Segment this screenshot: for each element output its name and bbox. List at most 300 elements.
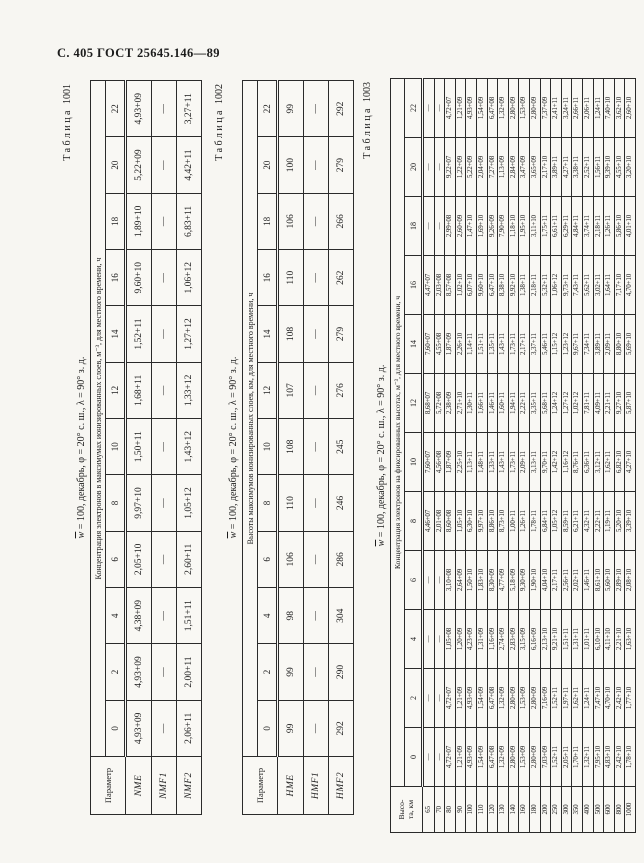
table-cell: 1,06+12 (177, 250, 202, 306)
table-cell: 8,76+11 (572, 433, 583, 492)
table-cell: 1,24+11 (582, 669, 593, 728)
table-cell: 4,38+09 (126, 588, 152, 644)
table-cell: — (152, 306, 177, 362)
row-header: 1000 (625, 787, 636, 833)
table-cell: — (434, 79, 445, 138)
time-column-header: 0 (258, 700, 278, 756)
table-cell: — (304, 250, 329, 306)
table-cell: 6,36+11 (582, 433, 593, 492)
table-cell: 1,52+11 (126, 306, 152, 362)
table-cell: 1,94+11 (508, 374, 519, 433)
table-cell: — (423, 728, 435, 787)
table-cell: 4,72+07 (445, 79, 456, 138)
table-cell: 1,43+12 (177, 419, 202, 475)
table-cell: 7,27+08 (487, 138, 498, 197)
table-cell: 1,52+11 (551, 728, 562, 787)
table-cell: 6,07+10 (466, 256, 477, 315)
table-cell: — (423, 79, 435, 138)
table-cell: 5,62+11 (582, 256, 593, 315)
table-cell: 6,47+10 (487, 256, 498, 315)
table-row (625, 79, 636, 833)
table-cell: 2,06+11 (177, 700, 202, 756)
table-row (614, 79, 625, 833)
row-header: HMF1 (304, 757, 329, 815)
table-cell: 9,97+10 (476, 492, 487, 551)
table-cell: 1,64+11 (604, 256, 615, 315)
table-cell: 2,04+09 (476, 138, 487, 197)
table-cell: 1,89+10 (126, 193, 152, 249)
table-cell: — (304, 475, 329, 531)
table-cell: 1,69+10 (476, 197, 487, 256)
table-cell: 1,51+11 (476, 315, 487, 374)
table-cell: 1,02+10 (455, 256, 466, 315)
table-cell: 4,84+11 (572, 197, 583, 256)
table-cell: 3,13+11 (529, 433, 540, 492)
table-cell: 1,50+11 (126, 419, 152, 475)
table-cell: 1,05+12 (551, 492, 562, 551)
table-cell: 106 (278, 531, 304, 587)
table-cell: 4,93+09 (466, 728, 477, 787)
table-row (529, 79, 540, 833)
table-cell: 8,57+08 (445, 256, 456, 315)
table-cell: 5,86+10 (614, 197, 625, 256)
time-column-header: 22 (258, 81, 278, 137)
row-header: 500 (593, 787, 604, 833)
table-cell: 3,24+11 (561, 79, 572, 138)
table-cell: 1,21+09 (455, 79, 466, 138)
time-column-header: 14 (258, 306, 278, 362)
time-column-header: 14 (405, 315, 423, 374)
table-cell: 1,87+09 (445, 315, 456, 374)
table-cell: — (152, 419, 177, 475)
table-cell: 1,02+12 (572, 374, 583, 433)
time-column-header: 18 (405, 197, 423, 256)
table-cell: 304 (329, 588, 354, 644)
table-cell: 9,97+10 (126, 475, 152, 531)
table-cell: 2,64+09 (455, 551, 466, 610)
table-cell: 3,74+11 (582, 197, 593, 256)
table-cell: 2,05+11 (561, 728, 572, 787)
table-cell: 2,17+11 (551, 551, 562, 610)
conditions-text: = 100, декабрь, φ = 20° с. ш., λ = 90° з. д. (228, 356, 239, 532)
table-cell: 292 (329, 700, 354, 756)
table-cell: — (152, 81, 177, 137)
table-cell: 3,20+10 (625, 138, 636, 197)
table-cell: 3,89+11 (593, 315, 604, 374)
table-cell: 1,52+11 (551, 669, 562, 728)
table-cell: 6,47+08 (487, 728, 498, 787)
table-cell: 4,93+09 (466, 669, 477, 728)
table-cell: 3,39+10 (625, 492, 636, 551)
param-column-header: Высо- та, км (391, 787, 423, 833)
table-cell: 1,43+11 (498, 315, 509, 374)
table-cell: 7,40+10 (604, 79, 615, 138)
table-row (434, 79, 445, 833)
table-cell: — (304, 588, 329, 644)
table-cell: 6,10+10 (593, 610, 604, 669)
table-cell: — (152, 588, 177, 644)
table-cell: — (152, 475, 177, 531)
table-cell: 3,02+11 (593, 256, 604, 315)
table-cell: 2,60+09 (455, 197, 466, 256)
table-cell: 1,77+10 (625, 669, 636, 728)
table-cell: 2,21+11 (604, 374, 615, 433)
solar-index-symbol: $\overline{w}$ (228, 531, 239, 539)
table-cell: 4,72+07 (445, 669, 456, 728)
time-column-header: 4 (106, 588, 126, 644)
table-cell: — (304, 362, 329, 418)
table-cell: 98 (278, 588, 304, 644)
table-cell: 5,46+11 (540, 315, 551, 374)
conditions-text: = 100, декабрь, φ = 20° с. ш., λ = 90° з. д. (76, 356, 87, 532)
table-cell: 100 (278, 137, 304, 193)
table-row (582, 79, 593, 833)
table-cell: 4,93+09 (126, 644, 152, 700)
table-row (604, 79, 615, 833)
time-column-header: 16 (405, 256, 423, 315)
table-cell: 8,38+10 (498, 256, 509, 315)
time-column-header: 18 (258, 193, 278, 249)
table-cell: 1,50+10 (466, 551, 477, 610)
table-cell: 3,15+09 (519, 610, 530, 669)
table-cell: 7,03+09 (540, 728, 551, 787)
table-cell: — (152, 250, 177, 306)
table-cell: 110 (278, 475, 304, 531)
table-cell: — (434, 197, 445, 256)
table-cell: 6,47+08 (487, 79, 498, 138)
table-cell: 8,73+10 (498, 492, 509, 551)
table-cell: 2,26+10 (455, 315, 466, 374)
table-cell: 2,80+09 (508, 669, 519, 728)
table-cell: 1,16+12 (561, 433, 572, 492)
time-column-header: 22 (405, 79, 423, 138)
table-row (519, 79, 530, 833)
table-cell: 5,60+10 (604, 551, 615, 610)
table-cell: — (152, 193, 177, 249)
table-cell: 1,24+12 (551, 374, 562, 433)
page-header: С. 405 ГОСТ 25645.146—89 (57, 46, 220, 60)
time-column-header: 4 (258, 588, 278, 644)
table-cell: 99 (278, 700, 304, 756)
time-column-header: 18 (106, 193, 126, 249)
table-cell: 2,18+11 (593, 197, 604, 256)
table-1002-conditions (227, 80, 242, 815)
table-cell: 2,17+10 (540, 138, 551, 197)
table-cell: 1,26+11 (519, 492, 530, 551)
table-cell: 1,05+12 (177, 475, 202, 531)
time-column-header: 8 (106, 475, 126, 531)
table-cell: 6,47+08 (487, 669, 498, 728)
table-cell: 262 (329, 250, 354, 306)
table-cell: 1,83+10 (476, 551, 487, 610)
table-cell: 9,27+10 (614, 374, 625, 433)
table-cell: 2,60+11 (177, 531, 202, 587)
table-cell: 1,31+11 (572, 610, 583, 669)
time-column-header: 12 (106, 362, 126, 418)
table-cell: 266 (329, 193, 354, 249)
table-cell: 9,70+11 (540, 433, 551, 492)
table-cell: 4,55+10 (614, 138, 625, 197)
table-cell: 2,66+11 (572, 79, 583, 138)
table-cell: 9,30+09 (519, 551, 530, 610)
table-cell: 9,60+10 (476, 256, 487, 315)
time-column-header: 16 (258, 250, 278, 306)
table-cell: 1,95+10 (519, 197, 530, 256)
table-cell: 4,83+10 (604, 728, 615, 787)
table-row (593, 79, 604, 833)
time-column-header: 20 (258, 137, 278, 193)
param-column-header: Параметр (91, 757, 126, 815)
table-cell: 3,89+11 (551, 138, 562, 197)
param-column-header: Параметр (243, 757, 278, 815)
table-cell: 1,53+09 (519, 669, 530, 728)
table-cell: — (304, 419, 329, 475)
table-cell: 2,09+11 (519, 433, 530, 492)
table-cell: 4,93+09 (126, 81, 152, 137)
table-1003-caption (360, 78, 375, 833)
table-cell: 4,09+11 (593, 374, 604, 433)
table-cell: 1,60+11 (498, 374, 509, 433)
table-cell: 2,71+10 (455, 374, 466, 433)
table-cell: 5,72+08 (434, 374, 445, 433)
table-cell: 6,84+11 (540, 492, 551, 551)
table-cell: 5,68+11 (540, 374, 551, 433)
table-cell: 1,46+11 (487, 374, 498, 433)
table-cell: 1,42+12 (551, 433, 562, 492)
table-cell: 2,22+11 (519, 374, 530, 433)
row-header: 130 (498, 787, 509, 833)
table-1001-conditions (75, 80, 90, 815)
table-cell: 1,05+08 (445, 610, 456, 669)
table-cell: 6,29+11 (561, 197, 572, 256)
table-cell: 1,13+11 (466, 433, 477, 492)
table-cell: — (304, 193, 329, 249)
table-cell: 7,43+11 (572, 256, 583, 315)
time-column-header: 6 (258, 531, 278, 587)
table-cell: 290 (329, 644, 354, 700)
table-cell: 6,16+09 (529, 610, 540, 669)
table-cell: 2,41+11 (551, 79, 562, 138)
table-cell: 1,54+09 (476, 79, 487, 138)
row-header: HMF2 (329, 757, 354, 815)
table-row (126, 81, 152, 815)
table-cell: 3,12+11 (593, 433, 604, 492)
row-header: NMF1 (152, 757, 177, 815)
table-cell: — (423, 610, 435, 669)
table-cell: 1,47+10 (466, 197, 477, 256)
row-header: HME (278, 757, 304, 815)
table-cell: 6,83+11 (177, 193, 202, 249)
table-cell: 4,11+10 (604, 610, 615, 669)
time-column-header: 20 (405, 138, 423, 197)
table-cell: 9,26+09 (487, 197, 498, 256)
table-cell: 7,16+09 (540, 669, 551, 728)
table-cell: 5,22+09 (466, 138, 477, 197)
table-cell: 1,23+12 (561, 315, 572, 374)
table-cell: 1,18+10 (508, 197, 519, 256)
table-row (498, 79, 509, 833)
table-cell: 276 (329, 362, 354, 418)
table-cell: 9,21+10 (551, 610, 562, 669)
table-row (329, 81, 354, 815)
table-cell: 1,21+09 (455, 669, 466, 728)
table-cell: 4,70+10 (604, 669, 615, 728)
time-column-header: 22 (106, 81, 126, 137)
row-header: 140 (508, 787, 519, 833)
table-cell: 4,93+09 (126, 700, 152, 756)
table-cell: — (152, 362, 177, 418)
table-cell: 4,27+11 (561, 138, 572, 197)
row-header: 250 (551, 787, 562, 833)
row-header: 300 (561, 787, 572, 833)
table-cell: 3,35+11 (529, 374, 540, 433)
table-cell: 5,87+10 (625, 374, 636, 433)
table-cell: 1,90+10 (529, 551, 540, 610)
table-cell: 4,32+11 (582, 492, 593, 551)
table-cell: 8,80+10 (614, 315, 625, 374)
table-cell: 2,60+10 (625, 79, 636, 138)
solar-index-symbol: $\overline{w}$ (76, 531, 87, 539)
table-cell: — (423, 669, 435, 728)
quantity-header: Высоты максимумов ионизированных слоев, км, для местного времени, ч (243, 81, 258, 757)
table-cell: 2,80+09 (529, 728, 540, 787)
table-cell: 1,54+09 (476, 728, 487, 787)
table-cell: 1,24+11 (593, 79, 604, 138)
table-cell: 4,46+07 (423, 492, 435, 551)
table-cell: — (152, 531, 177, 587)
table-cell: 2,99+08 (445, 197, 456, 256)
table-cell: — (423, 138, 435, 197)
table-row (508, 79, 519, 833)
time-column-header: 0 (405, 728, 423, 787)
table-cell: 7,60+07 (423, 433, 435, 492)
table-cell: 2,38+09 (445, 374, 456, 433)
table-1002-block (212, 80, 354, 815)
table-cell: 2,13+10 (540, 610, 551, 669)
table-cell: 3,65+09 (529, 138, 540, 197)
table-cell: 3,27+11 (177, 81, 202, 137)
row-header: 350 (572, 787, 583, 833)
table-cell: 8,61+10 (593, 551, 604, 610)
table-caption-word: Таблица (214, 108, 225, 161)
table-cell: 5,69+10 (625, 315, 636, 374)
table-cell: 1,30+11 (466, 374, 477, 433)
time-column-header: 8 (405, 492, 423, 551)
time-column-header: 16 (106, 250, 126, 306)
table-row (445, 79, 456, 833)
time-column-header: 6 (405, 551, 423, 610)
table-row (304, 81, 329, 815)
time-column-header: 2 (106, 644, 126, 700)
table-cell: 9,73+11 (561, 256, 572, 315)
table-cell: 1,43+11 (498, 433, 509, 492)
conditions-text: = 100, декабрь, φ = 20° с. ш., λ = 90° з. д. (376, 364, 387, 540)
table-cell: 7,37+09 (540, 79, 551, 138)
table-cell: 2,01+08 (434, 492, 445, 551)
row-header: 180 (529, 787, 540, 833)
table-1003 (390, 78, 636, 833)
table-cell: 108 (278, 419, 304, 475)
time-column-header: 20 (106, 137, 126, 193)
table-cell: 2,80+09 (529, 669, 540, 728)
row-header: 65 (423, 787, 435, 833)
table-cell: 2,80+09 (508, 728, 519, 787)
table-caption-number: 1001 (62, 84, 73, 104)
table-cell: 279 (329, 137, 354, 193)
time-column-header: 10 (405, 433, 423, 492)
table-cell: 1,62+11 (604, 433, 615, 492)
table-cell: 7,17+10 (614, 256, 625, 315)
table-caption-number: 1002 (214, 84, 225, 104)
table-cell: 6,21+11 (572, 492, 583, 551)
table-cell: 2,08+10 (625, 551, 636, 610)
table-cell: 1,54+09 (476, 669, 487, 728)
table-cell: 8,60+08 (445, 492, 456, 551)
table-cell: 1,14+11 (466, 315, 477, 374)
table-cell: 2,80+09 (529, 79, 540, 138)
table-cell: 7,60+07 (423, 315, 435, 374)
table-cell: 3,11+10 (529, 197, 540, 256)
table-cell: 99 (278, 644, 304, 700)
table-cell: 1,05+10 (455, 492, 466, 551)
table-cell: 2,83+09 (508, 610, 519, 669)
table-cell: 1,32+09 (498, 79, 509, 138)
table-cell: 1,78+11 (529, 492, 540, 551)
table-cell: 1,53+09 (519, 79, 530, 138)
row-header: 200 (540, 787, 551, 833)
table-cell: — (304, 644, 329, 700)
table-cell: 1,66+11 (476, 374, 487, 433)
table-cell: 4,77+09 (498, 551, 509, 610)
table-cell: 1,78+10 (625, 728, 636, 787)
table-cell: 246 (329, 475, 354, 531)
table-cell: 279 (329, 306, 354, 362)
table-cell: 1,53+09 (519, 728, 530, 787)
table-cell: 6,82+10 (614, 433, 625, 492)
table-cell: 9,92+10 (508, 256, 519, 315)
table-cell: 4,42+11 (177, 137, 202, 193)
table-cell: — (423, 197, 435, 256)
table-cell: 1,33+12 (177, 362, 202, 418)
table-cell: 3,62+10 (614, 79, 625, 138)
table-row (540, 79, 551, 833)
table-cell: — (434, 610, 445, 669)
table-cell: 99 (278, 81, 304, 137)
table-row (551, 79, 562, 833)
table-cell: 1,70+11 (572, 728, 583, 787)
table-cell: 1,13+09 (498, 138, 509, 197)
table-cell: 5,18+09 (508, 551, 519, 610)
table-cell: 4,93+09 (466, 79, 477, 138)
table-cell: 1,22+09 (455, 138, 466, 197)
table-cell: 2,09+11 (604, 315, 615, 374)
table-cell: 8,68+07 (423, 374, 435, 433)
row-header: NMF2 (177, 757, 202, 815)
table-cell: 2,18+11 (529, 256, 540, 315)
table-cell: 1,62+11 (572, 669, 583, 728)
table-cell: 1,51+11 (561, 610, 572, 669)
table-cell: — (434, 728, 445, 787)
time-column-header: 8 (258, 475, 278, 531)
table-cell: 8,86+10 (487, 492, 498, 551)
table-caption-number: 1003 (362, 82, 373, 102)
table-cell: 2,00+11 (177, 644, 202, 700)
table-cell: — (434, 138, 445, 197)
row-header: 110 (476, 787, 487, 833)
time-column-header: 0 (106, 700, 126, 756)
table-cell: 2,06+11 (582, 79, 593, 138)
time-column-header: 10 (258, 419, 278, 475)
